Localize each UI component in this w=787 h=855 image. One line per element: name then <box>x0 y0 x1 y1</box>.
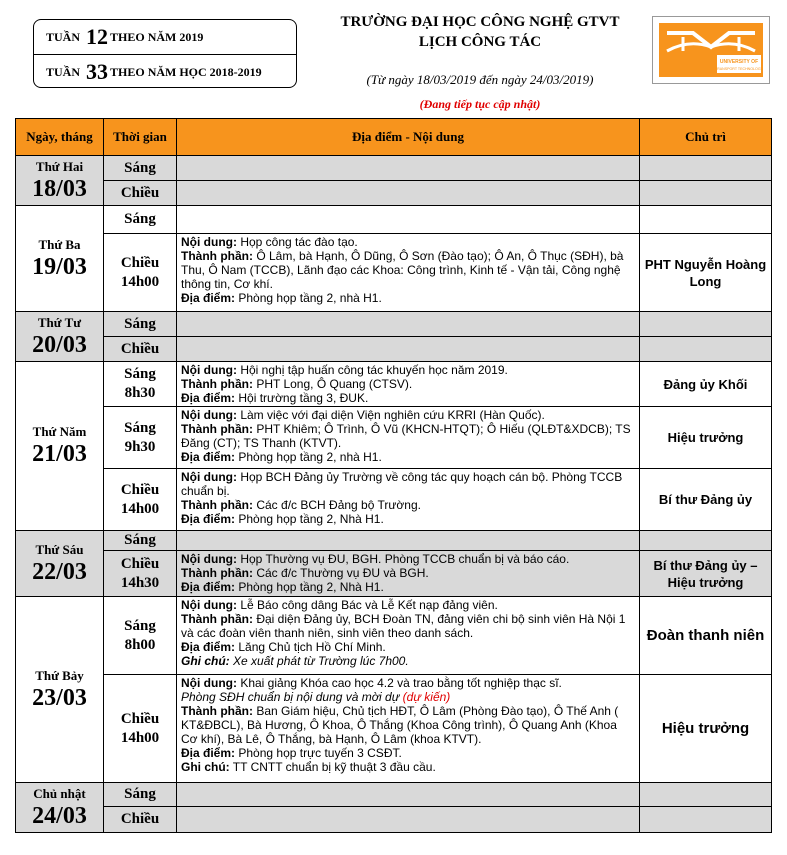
page-title <box>300 12 660 52</box>
session-pm <box>104 551 177 597</box>
day-cell-sat <box>16 597 104 783</box>
host-cell <box>640 783 772 807</box>
content-cell <box>177 312 640 337</box>
table-row <box>16 807 772 833</box>
table-row <box>16 469 772 531</box>
place-label: Địa điểm: <box>181 640 236 654</box>
content-cell <box>177 337 640 362</box>
table-row <box>16 531 772 551</box>
day-cell-mon <box>16 156 104 206</box>
content-label: Nội dung: <box>181 235 237 249</box>
schedule-table <box>15 118 772 833</box>
university-logo <box>652 16 770 84</box>
table-row <box>16 181 772 206</box>
day-cell-thu <box>16 362 104 531</box>
date: 20/03 <box>32 331 87 358</box>
session-am <box>104 362 177 407</box>
session-pm: Chiều <box>104 181 177 206</box>
content-cell <box>177 206 640 234</box>
day-cell-sun <box>16 783 104 833</box>
session-am <box>104 597 177 675</box>
header-row <box>16 119 772 156</box>
content-text: Khai giảng Khóa cao học 4.2 và trao bằng tốt nghiệp thạc sĩ. <box>240 676 562 690</box>
host-cell: Bí thư Đảng ủy <box>640 469 772 531</box>
host-cell <box>640 312 772 337</box>
table-row <box>16 337 772 362</box>
note-label: Ghi chú: <box>181 654 230 668</box>
session-label: Chiều <box>120 481 160 498</box>
host-cell: Hiệu trưởng <box>640 407 772 469</box>
members-label: Thành phần: <box>181 422 253 436</box>
logo-text-1: UNIVERSITY OF <box>719 59 759 65</box>
session-label: Sáng <box>124 366 156 382</box>
session-pm <box>104 675 177 783</box>
members-label: Thành phần: <box>181 704 253 718</box>
school-week-prefix: TUẦN <box>46 64 81 79</box>
day-cell-tue <box>16 206 104 312</box>
logo-text-2: TRANSPORT TECHNOLOGY <box>714 67 764 71</box>
content-label: Nội dung: <box>181 676 237 690</box>
content-cell <box>177 551 640 597</box>
note-label: Ghi chú: <box>181 760 230 774</box>
members-label: Thành phần: <box>181 566 253 580</box>
session-pm: Chiều <box>104 337 177 362</box>
place-text: Phòng họp tầng 2, Nhà H1. <box>238 580 384 594</box>
content-label: Nội dung: <box>181 363 237 377</box>
host-cell: Hiệu trưởng <box>640 675 772 783</box>
note-text: Xe xuất phát từ Trường lúc 7h00. <box>233 654 409 668</box>
content-label: Nội dung: <box>181 470 237 484</box>
date: 24/03 <box>32 802 87 829</box>
session-label: Chiều <box>120 254 160 271</box>
members-label: Thành phần: <box>181 612 253 626</box>
members-text: Các đ/c Thường vụ ĐU và BGH. <box>256 566 429 580</box>
content-cell <box>177 531 640 551</box>
session-am <box>104 407 177 469</box>
col-time: Thời gian <box>104 119 177 156</box>
host-cell: Bí thư Đảng ủy – Hiệu trưởng <box>640 551 772 597</box>
members-label: Thành phần: <box>181 249 253 263</box>
content-cell <box>177 597 640 675</box>
session-time: 14h00 <box>120 729 160 746</box>
host-cell <box>640 156 772 181</box>
session-label: Chiều <box>120 555 160 572</box>
host-cell: Đoàn thanh niên <box>640 597 772 675</box>
bridge-logo-icon <box>653 17 769 83</box>
members-text: Đại diện Đảng ủy, BCH Đoàn TN, đảng viên chi bộ sinh viên Hà Nội 1 và các đoàn viên thanh niên, sinh viên theo danh sách. <box>181 612 626 640</box>
content-cell <box>177 783 640 807</box>
table-row <box>16 206 772 234</box>
content-label: Nội dung: <box>181 598 237 612</box>
session-pm <box>104 234 177 312</box>
place-text: Phòng họp trực tuyến 3 CSĐT. <box>238 746 402 760</box>
content-text: Họp Thường vụ ĐU, BGH. Phòng TCCB chuẩn bị và báo cáo. <box>240 552 570 566</box>
content-cell <box>177 807 640 833</box>
col-content: Địa điểm - Nội dung <box>177 119 640 156</box>
host-cell <box>640 181 772 206</box>
session-am: Sáng <box>104 783 177 807</box>
content-cell <box>177 362 640 407</box>
session-label: Sáng <box>124 617 156 634</box>
schedule-title: LỊCH CÔNG TÁC <box>418 34 542 50</box>
session-am: Sáng <box>104 312 177 337</box>
school-week-suffix: THEO NĂM HỌC 2018-2019 <box>110 64 262 79</box>
place-text: Phòng họp tầng 2, Nhà H1. <box>238 512 384 526</box>
date: 21/03 <box>32 441 87 467</box>
place-text: Phòng họp tầng 2, nhà H1. <box>238 450 382 464</box>
session-time: 9h30 <box>124 438 156 455</box>
weekday: Thứ Hai <box>35 158 84 174</box>
col-host: Chủ trì <box>640 119 772 156</box>
host-cell <box>640 807 772 833</box>
place-label: Địa điểm: <box>181 512 236 526</box>
session-am: Sáng <box>104 531 177 551</box>
content-cell <box>177 234 640 312</box>
place-text: Lăng Chủ tịch Hồ Chí Minh. <box>238 640 386 654</box>
update-status: (Đang tiếp tục cập nhật) <box>419 97 541 111</box>
table-row <box>16 312 772 337</box>
place-label: Địa điểm: <box>181 450 236 464</box>
week-box <box>33 19 297 88</box>
weekday: Thứ Tư <box>37 314 82 330</box>
host-cell <box>640 206 772 234</box>
members-text: Ô Lâm, bà Hạnh, Ô Dũng, Ô Sơn (Đào tạo); Ô An, Ô Thục (SĐH), bà Thu, Ô Nam (TCCB), Lãnh đạo các Khoa: Công trình, Kinh tế - Vận tải, Công nghệ thông tin, Cơ khí. <box>181 249 624 291</box>
tentative-text: (dự kiến) <box>402 690 451 704</box>
host-cell <box>640 337 772 362</box>
school-name: TRƯỜNG ĐẠI HỌC CÔNG NGHỆ GTVT <box>340 14 620 30</box>
content-cell <box>177 407 640 469</box>
members-text: PHT Long, Ô Quang (CTSV). <box>256 377 413 391</box>
place-label: Địa điểm: <box>181 746 236 760</box>
content-cell <box>177 156 640 181</box>
session-time: 14h00 <box>120 500 160 517</box>
day-cell-fri <box>16 531 104 597</box>
content-label: Nội dung: <box>181 408 237 422</box>
host-cell <box>640 531 772 551</box>
table-row <box>16 783 772 807</box>
weekday: Thứ Sáu <box>35 541 84 557</box>
week-of-school-year <box>34 54 296 88</box>
place-text: Hội trường tầng 3, ĐUK. <box>238 391 369 405</box>
session-am: Sáng <box>104 206 177 234</box>
host-cell: PHT Nguyễn Hoàng Long <box>640 234 772 312</box>
table-row <box>16 407 772 469</box>
session-time: 14h00 <box>120 273 160 290</box>
date: 19/03 <box>32 253 87 280</box>
content-text: Họp công tác đào tạo. <box>240 235 358 249</box>
session-label: Sáng <box>124 419 156 436</box>
session-pm: Chiều <box>104 807 177 833</box>
session-label: Chiều <box>120 710 160 727</box>
session-time: 8h30 <box>124 385 156 401</box>
table-row <box>16 156 772 181</box>
members-text: Ban Giám hiệu, Chủ tịch HĐT, Ô Lâm (Phòng Đào tạo), Ô Thế Anh ( KT&ĐBCL), Bà Hương, Ô Khoa, Ô Thắng (Khoa Công trình), Ô Quang Anh (Khoa Cơ khí), Bà Lê, Ô Thắng, bà Hạnh, Ô Lâm (khoa KTVT). <box>181 704 619 746</box>
content-text: Làm việc với đại diện Viện nghiên cứu KRRI (Hàn Quốc). <box>240 408 545 422</box>
table-row <box>16 551 772 597</box>
place-label: Địa điểm: <box>181 291 236 305</box>
week-suffix: THEO NĂM 2019 <box>110 29 204 44</box>
session-pm <box>104 469 177 531</box>
place-text: Phòng họp tầng 2, nhà H1. <box>238 291 382 305</box>
place-label: Địa điểm: <box>181 391 236 405</box>
session-time: 8h00 <box>124 636 156 653</box>
table-row <box>16 675 772 783</box>
school-week-number: 33 <box>86 59 109 84</box>
prep-text: Phòng SĐH chuẩn bị nội dung và mời dự <box>181 690 400 704</box>
members-label: Thành phần: <box>181 377 253 391</box>
session-am: Sáng <box>104 156 177 181</box>
week-number: 12 <box>86 24 109 49</box>
weekday: Thứ Bảy <box>35 667 84 683</box>
content-text: Lễ Báo công dâng Bác và Lễ Kết nạp đảng viên. <box>240 598 498 612</box>
col-date: Ngày, tháng <box>16 119 104 156</box>
date: 18/03 <box>32 175 87 202</box>
note-text: TT CNTT chuẩn bị kỹ thuật 3 đầu cầu. <box>232 760 436 774</box>
session-time: 14h30 <box>120 574 160 591</box>
table-row <box>16 234 772 312</box>
day-cell-wed <box>16 312 104 362</box>
table-row <box>16 362 772 407</box>
weekday: Thứ Năm <box>32 424 87 439</box>
content-text: Hội nghị tập huấn công tác khuyến học năm 2019. <box>240 363 508 377</box>
table-row <box>16 597 772 675</box>
content-cell <box>177 675 640 783</box>
week-prefix: TUẦN <box>46 29 81 44</box>
date-range: (Từ ngày 18/03/2019 đến ngày 24/03/2019) <box>366 72 594 87</box>
weekday: Chủ nhật <box>33 785 86 801</box>
week-of-year <box>34 20 296 54</box>
host-cell: Đảng ủy Khối <box>640 362 772 407</box>
content-text: Họp BCH Đảng ủy Trường về công tác quy hoạch cán bộ. Phòng TCCB chuẩn bị. <box>181 470 623 498</box>
members-label: Thành phần: <box>181 498 253 512</box>
date: 22/03 <box>32 558 87 585</box>
content-cell <box>177 469 640 531</box>
members-text: Các đ/c BCH Đảng bộ Trường. <box>256 498 421 512</box>
date: 23/03 <box>32 684 87 711</box>
members-text: PHT Khiêm; Ô Trình, Ô Vũ (KHCN-HTQT); Ô Hiếu (QLĐT&XDCB); TS Đăng (CT); TS Thanh (KTVT). <box>181 422 631 450</box>
content-cell <box>177 181 640 206</box>
content-label: Nội dung: <box>181 552 237 566</box>
weekday: Thứ Ba <box>38 236 81 252</box>
place-label: Địa điểm: <box>181 580 236 594</box>
